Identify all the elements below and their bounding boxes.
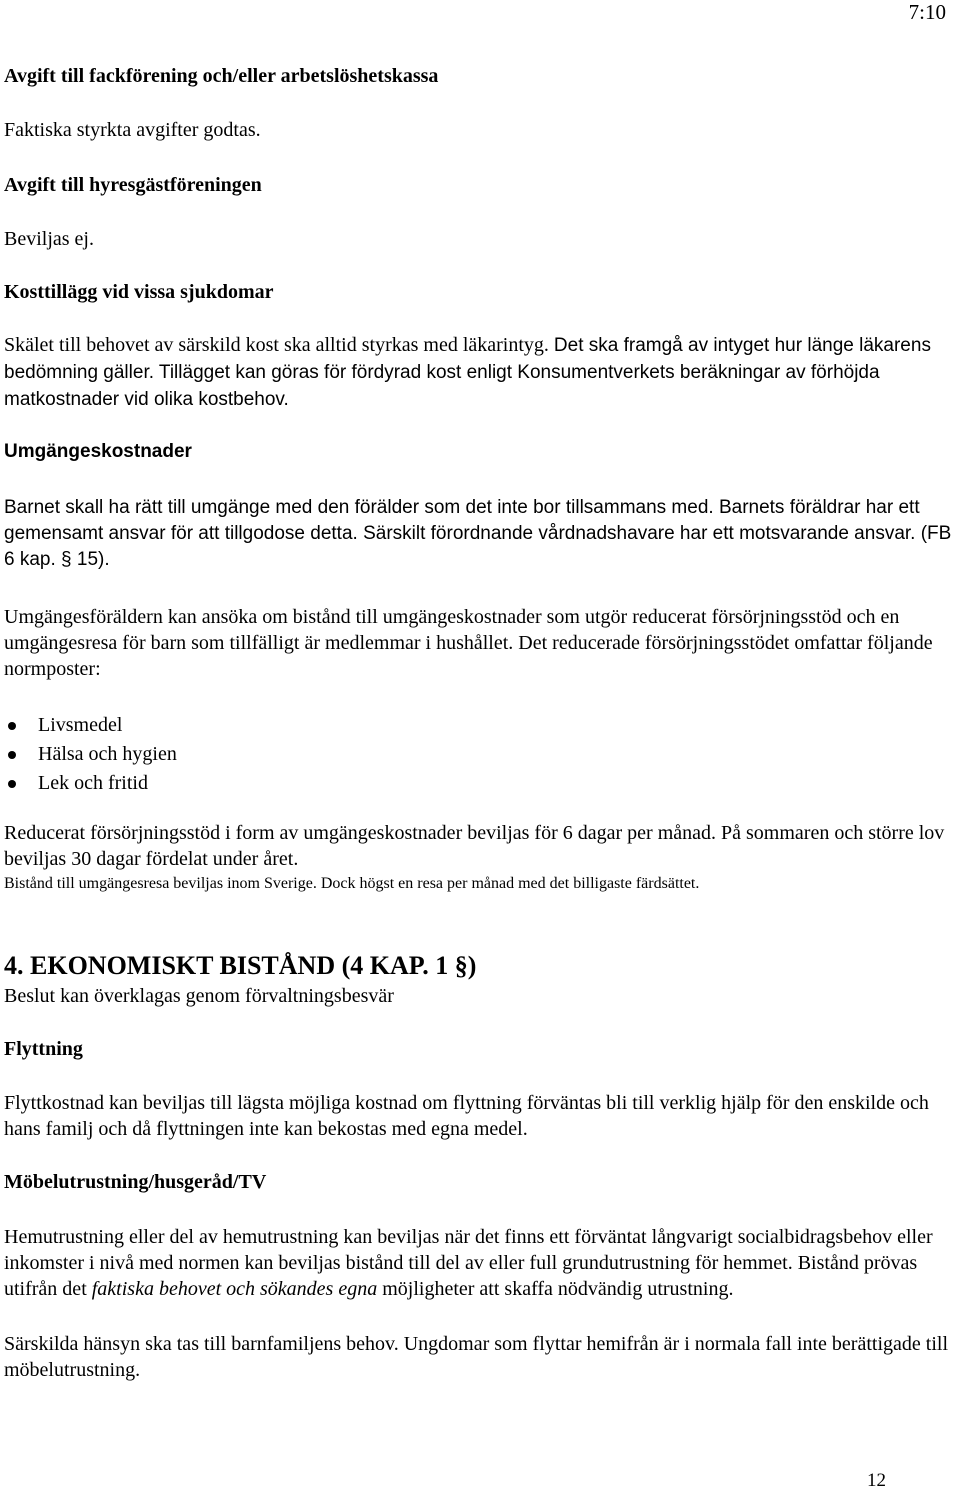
page-number: 12 — [867, 1470, 886, 1491]
text-umgange-3: Reducerat försörjningsstöd i form av umgängeskostnader beviljas för 6 dagar per månad. På sommaren och större lov beviljas 30 dagar fördelat under året. — [4, 822, 945, 870]
chapter-title: 4. EKONOMISKT BISTÅND (4 KAP. 1 §) — [4, 951, 477, 980]
text-kosttillagg — [4, 332, 954, 413]
heading-hyresgast: Avgift till hyresgästföreningen — [4, 174, 262, 196]
text-fackforening: Faktiska styrkta avgifter godtas. — [4, 119, 261, 141]
chapter-subtitle: Beslut kan överklagas genom förvaltningsbesvär — [4, 985, 394, 1007]
list-item: Hälsa och hygien — [0, 740, 177, 769]
normposter-list — [0, 711, 177, 798]
bullet-icon — [8, 722, 16, 730]
bullet-icon — [8, 751, 16, 759]
text-hyresgast: Beviljas ej. — [4, 228, 94, 250]
bullet-icon — [8, 780, 16, 788]
text-umgange-1: Barnet skall ha rätt till umgänge med den förälder som det inte bor tillsammans med. Barnets föräldrar har ett gemensamt ansvar för att tillgodose detta. Särskilt förordnande vårdnadshavare har ett motsvarande ansvar. (FB 6 kap. § 15). — [4, 497, 952, 570]
heading-fackforening: Avgift till fackförening och/eller arbetslöshetskassa — [4, 65, 439, 87]
text-kosttillagg-serif: Skälet till behovet av särskild kost ska alltid styrkas med läkarintyg. — [4, 334, 554, 356]
heading-kosttillagg: Kosttillägg vid vissa sjukdomar — [4, 281, 274, 303]
heading-umgange: Umgängeskostnader — [4, 441, 192, 462]
heading-flyttning: Flyttning — [4, 1038, 83, 1060]
list-item: Lek och fritid — [0, 769, 177, 798]
page-reference: 7:10 — [908, 0, 946, 24]
text-umgange-2: Umgängesföräldern kan ansöka om bistånd till umgängeskostnader som utgör reducerat försörjningsstöd och en umgängesresa för barn som tillfälligt är medlemmar i hushållet. Det reducerade försörjningsstödet omfattar följande normposter: — [4, 606, 933, 680]
text-mobelutrustning-2: Särskilda hänsyn ska tas till barnfamiljens behov. Ungdomar som flyttar hemifrån är i normala fall inte berättigade till möbelutrustning. — [4, 1333, 948, 1381]
heading-mobelutrustning: Möbelutrustning/husgeråd/TV — [4, 1171, 267, 1193]
text-kosttillagg-sans: Det ska framgå av intyget hur länge läkarens bedömning gäller. Tillägget kan göras för fördyrad kost enligt Konsumentverkets beräkningar av förhöjda matkostnader vid olika kostbehov. — [4, 335, 931, 410]
text-flyttning: Flyttkostnad kan beviljas till lägsta möjliga kostnad om flyttning förväntas bli till verklig hjälp för den enskilde och hans familj och då flyttningen inte kan bekostas med egna medel. — [4, 1092, 929, 1140]
text-mobel-emphasis: faktiska behovet och sökandes egna — [91, 1278, 378, 1300]
text-mobelutrustning: Hemutrustning eller del av hemutrustning kan beviljas när det finns ett förväntat långvarigt socialbidragsbehov eller inkomster i nivå med normen kan beviljas bistånd till del av eller full grundutrustning för hemmet. Bistånd prövas utifrån det faktiska behovet och sökandes egna möjligheter att skaffa nödvändig utrustning. — [4, 1226, 933, 1300]
list-item: Livsmedel — [0, 711, 177, 740]
text-umgange-4: Bistånd till umgängesresa beviljas inom Sverige. Dock högst en resa per månad med det billigaste färdsättet. — [4, 875, 700, 892]
